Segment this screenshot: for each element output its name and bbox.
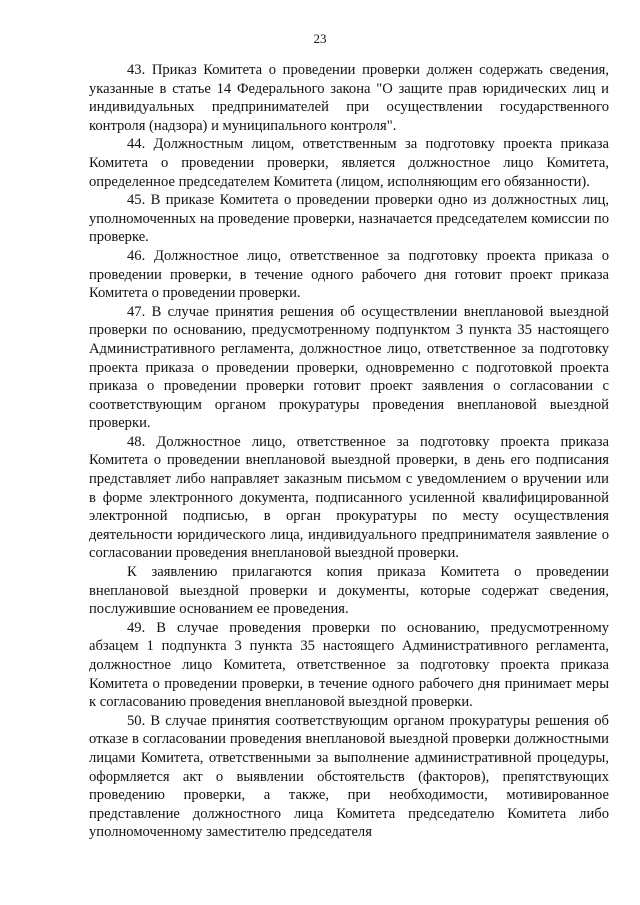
paragraph-49: 49. В случае проведения проверки по основанию, предусмотренному абзацем 1 подпункта 3 пункта 35 настоящего Административного регламента, должностное лицо Комитета, ответственное за подготовку проекта приказа Комитета о проведении проверки, в течение одного рабочего дня принимает меры к согласованию проведения внеплановой выездной проверки. [89,619,609,711]
paragraph-48-attachment: К заявлению прилагаются копия приказа Комитета о проведении внеплановой выездной проверки и документы, которые содержат сведения, послужившие основанием ее проведения. [89,564,609,618]
paragraph-50: 50. В случае принятия соответствующим органом прокуратуры решения об отказе в согласовании проведения внеплановой выездной проверки должностными лицами Комитета, ответственными за выполнение административной процедуры, оформляется акт о выявлении обстоятельств (факторов), препятствующих проведению проверки, а также, при необходимости, мотивированное представление должностного лица Комитета председателю Комитета либо уполномоченному заместителю председателя [89,712,609,841]
paragraph-43: 43. Приказ Комитета о проведении проверки должен содержать сведения, указанные в статье 14 Федерального закона "О защите прав юридических лиц и индивидуальных предпринимателей при осуществлении государственного контроля (надзора) и муниципального контроля". [89,62,609,134]
paragraph-46: 46. Должностное лицо, ответственное за подготовку проекта приказа о проведении проверки, в течение одного рабочего дня готовит проект приказа Комитета о проведении проверки. [89,247,609,302]
paragraph-45: 45. В приказе Комитета о проведении проверки одно из должностных лиц, уполномоченных на проведение проверки, назначается председателем комиссии по проверке. [89,192,609,246]
paragraph-48: 48. Должностное лицо, ответственное за подготовку проекта приказа Комитета о проведении внеплановой выездной проверки, в день его подписания представляет либо направляет заказным письмом с уведомлением о вручении или в форме электронного документа, подписанного усиленной квалифицированной электронной подписью, в орган прокуратуры по месту осуществления деятельности юридического лица, индивидуального предпринимателя заявление о согласовании проведения внеплановой выездной проверки. [89,433,609,562]
document-body [89,61,609,842]
paragraph-47: 47. В случае принятия решения об осуществлении внеплановой выездной проверки по основанию, предусмотренному подпунктом 3 пункта 35 настоящего Административного регламента, должностное лицо, ответственное за подготовку проекта приказа о проведении проверки, одновременно с подготовкой проекта приказа о проведении проверки готовит проект заявления о согласовании с соответствующим органом прокуратуры проведения внеплановой выездной проверки. [89,303,609,432]
page-number: 23 [313,31,327,46]
paragraph-44: 44. Должностным лицом, ответственным за подготовку проекта приказа Комитета о проведении проверки, является должностное лицо Комитета, определенное председателем Комитета (лицом, исполняющим его обязанности). [89,136,609,190]
